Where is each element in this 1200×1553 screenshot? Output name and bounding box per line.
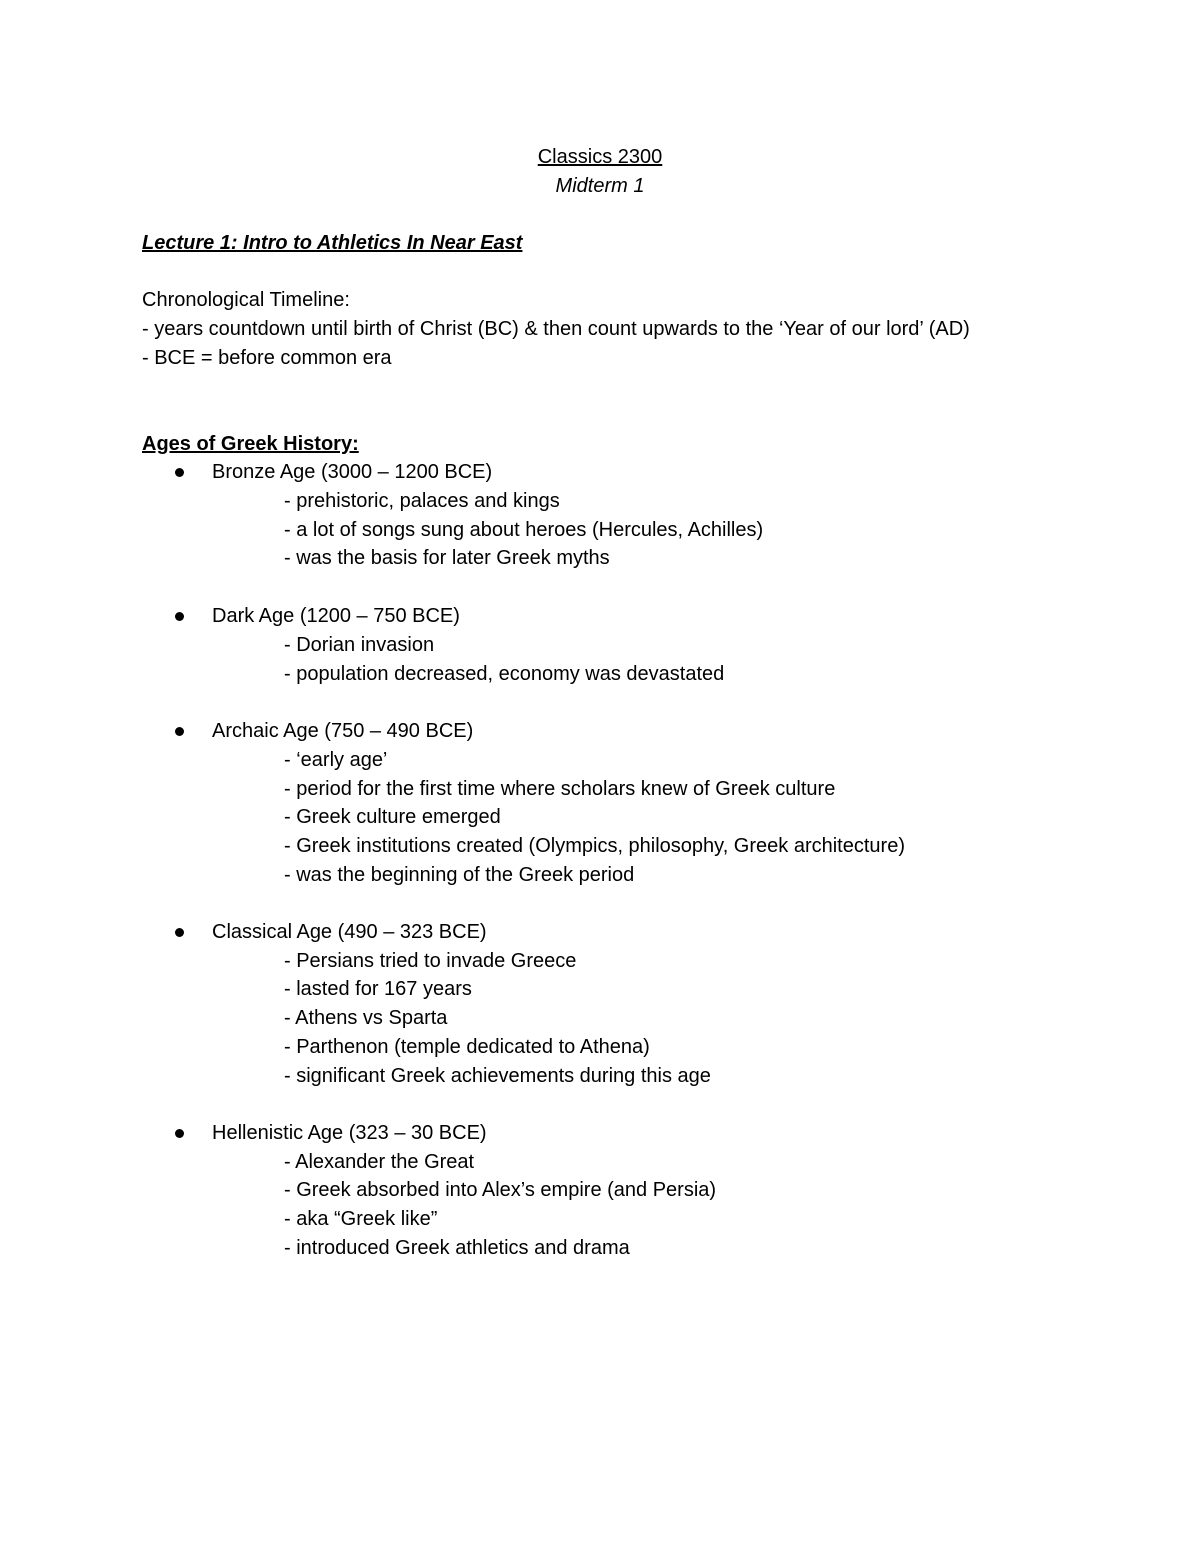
age-note: - Alexander the Great <box>284 1151 475 1173</box>
age-note: - ‘early age’ <box>284 749 388 771</box>
course-title: Classics 2300 <box>537 146 663 168</box>
age-note: - introduced Greek athletics and drama <box>284 1237 630 1259</box>
age-label: Classical Age (490 – 323 BCE) <box>212 921 487 943</box>
age-note: - prehistoric, palaces and kings <box>284 490 560 512</box>
ages-heading: Ages of Greek History: <box>142 433 359 455</box>
bullet-icon <box>175 612 184 621</box>
age-note: - was the basis for later Greek myths <box>284 547 610 569</box>
bullet-icon <box>175 727 184 736</box>
age-note: - population decreased, economy was devastated <box>284 663 725 685</box>
timeline-line: - years countdown until birth of Christ (BC) & then count upwards to the ‘Year of our lord’ (AD) <box>142 318 970 340</box>
age-note: - significant Greek achievements during this age <box>284 1065 711 1087</box>
bullet-icon <box>175 928 184 937</box>
age-note: - aka “Greek like” <box>284 1208 438 1230</box>
age-note: - period for the first time where scholars knew of Greek culture <box>284 778 836 800</box>
timeline-heading: Chronological Timeline: <box>142 289 350 311</box>
age-note: - Athens vs Sparta <box>284 1007 448 1029</box>
bullet-icon <box>175 468 184 477</box>
age-note: - Parthenon (temple dedicated to Athena) <box>284 1036 650 1058</box>
age-note: - lasted for 167 years <box>284 978 472 1000</box>
age-note: - Persians tried to invade Greece <box>284 950 577 972</box>
age-note: - Dorian invasion <box>284 634 435 656</box>
lecture-heading: Lecture 1: Intro to Athletics In Near East <box>142 232 523 254</box>
timeline-line: - BCE = before common era <box>142 347 392 369</box>
age-label: Archaic Age (750 – 490 BCE) <box>212 720 474 742</box>
age-label: Bronze Age (3000 – 1200 BCE) <box>212 461 493 483</box>
age-note: - a lot of songs sung about heroes (Hercules, Achilles) <box>284 519 764 541</box>
age-note: - Greek institutions created (Olympics, philosophy, Greek architecture) <box>284 835 905 857</box>
age-note: - was the beginning of the Greek period <box>284 864 635 886</box>
age-note: - Greek absorbed into Alex’s empire (and Persia) <box>284 1179 717 1201</box>
exam-subtitle: Midterm 1 <box>555 175 645 197</box>
age-label: Hellenistic Age (323 – 30 BCE) <box>212 1122 487 1144</box>
age-label: Dark Age (1200 – 750 BCE) <box>212 605 460 627</box>
age-note: - Greek culture emerged <box>284 806 501 828</box>
bullet-icon <box>175 1129 184 1138</box>
